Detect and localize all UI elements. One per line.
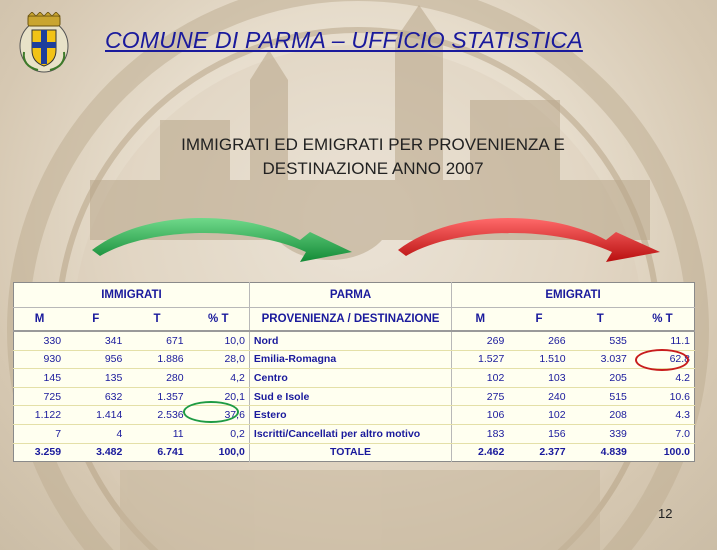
highlight-ellipse-estero (183, 401, 239, 423)
table-row (14, 406, 695, 425)
total-em-t: 4.839 (570, 443, 631, 462)
total-im-t: 6.741 (126, 443, 187, 462)
group-header-immigrati: IMMIGRATI (14, 283, 250, 308)
green-arrow-icon (92, 218, 352, 262)
table-group-header-row (14, 283, 695, 308)
group-header-parma: PARMA (249, 283, 451, 308)
total-label: TOTALE (249, 443, 451, 462)
cell-em-m: 106 (452, 406, 509, 425)
table-row (14, 424, 695, 443)
cell-label: Nord (249, 331, 451, 350)
cell-em-f: 103 (508, 369, 569, 388)
cell-label: Iscritti/Cancellati per altro motivo (249, 424, 451, 443)
table-row (14, 387, 695, 406)
cell-im-m: 725 (14, 387, 66, 406)
cell-em-t: 205 (570, 369, 631, 388)
cell-im-t: 1.357 (126, 387, 187, 406)
cell-em-pt: 7.0 (631, 424, 695, 443)
col-header-pt-emigrati: % T (631, 308, 695, 332)
subtitle-line-1: IMMIGRATI ED EMIGRATI PER PROVENIENZA E (181, 135, 565, 154)
cell-em-t: 515 (570, 387, 631, 406)
cell-em-m: 269 (452, 331, 509, 350)
subtitle-line-2: DESTINAZIONE ANNO 2007 (262, 159, 484, 178)
cell-im-f: 632 (65, 387, 126, 406)
total-im-m: 3.259 (14, 443, 66, 462)
migration-table (13, 282, 695, 462)
page-number: 12 (658, 506, 673, 521)
cell-em-t: 208 (570, 406, 631, 425)
cell-im-f: 341 (65, 331, 126, 350)
cell-em-t: 3.037 (570, 350, 631, 369)
cell-em-pt: 4.3 (631, 406, 695, 425)
table-row (14, 350, 695, 369)
cell-im-t: 280 (126, 369, 187, 388)
col-header-f-immigrati: F (65, 308, 126, 332)
cell-im-pt: 0,2 (188, 424, 250, 443)
col-header-t-immigrati: T (126, 308, 187, 332)
cell-im-f: 956 (65, 350, 126, 369)
cell-im-t: 11 (126, 424, 187, 443)
cell-em-t: 339 (570, 424, 631, 443)
cell-im-pt: 20,1 (188, 387, 250, 406)
page-title: COMUNE DI PARMA – UFFICIO STATISTICA (105, 27, 583, 53)
col-header-pt-immigrati: % T (188, 308, 250, 332)
cell-im-pt: 10,0 (188, 331, 250, 350)
cell-im-m: 7 (14, 424, 66, 443)
total-em-m: 2.462 (452, 443, 509, 462)
cell-im-m: 930 (14, 350, 66, 369)
total-im-pt: 100,0 (188, 443, 250, 462)
cell-label: Sud e Isole (249, 387, 451, 406)
table-column-header-row (14, 308, 695, 332)
table-row (14, 331, 695, 350)
cell-im-m: 145 (14, 369, 66, 388)
cell-im-f: 1.414 (65, 406, 126, 425)
cell-em-m: 275 (452, 387, 509, 406)
cell-em-f: 240 (508, 387, 569, 406)
cell-em-pt: 10.6 (631, 387, 695, 406)
cell-im-t: 671 (126, 331, 187, 350)
cell-label: Estero (249, 406, 451, 425)
cell-em-m: 102 (452, 369, 509, 388)
cell-im-pt: 37,6 (188, 406, 250, 425)
cell-label: Centro (249, 369, 451, 388)
total-em-f: 2.377 (508, 443, 569, 462)
cell-em-m: 1.527 (452, 350, 509, 369)
cell-em-pt: 11.1 (631, 331, 695, 350)
col-header-f-emigrati: F (508, 308, 569, 332)
cell-em-t: 535 (570, 331, 631, 350)
cell-im-m: 330 (14, 331, 66, 350)
highlight-ellipse-emilia-romagna (635, 349, 689, 371)
cell-em-pt: 4.2 (631, 369, 695, 388)
cell-im-pt: 28,0 (188, 350, 250, 369)
col-header-m-emigrati: M (452, 308, 509, 332)
total-im-f: 3.482 (65, 443, 126, 462)
cell-label: Emilia-Romagna (249, 350, 451, 369)
cell-im-f: 135 (65, 369, 126, 388)
cell-em-pt: 62.8 (631, 350, 695, 369)
col-header-m-immigrati: M (14, 308, 66, 332)
group-header-emigrati: EMIGRATI (452, 283, 695, 308)
cell-im-t: 2.536 (126, 406, 187, 425)
col-header-provenienza: PROVENIENZA / DESTINAZIONE (249, 308, 451, 332)
table-total-row (14, 443, 695, 462)
red-arrow-icon (398, 218, 660, 262)
cell-im-t: 1.886 (126, 350, 187, 369)
cell-im-pt: 4,2 (188, 369, 250, 388)
col-header-t-emigrati: T (570, 308, 631, 332)
cell-em-f: 156 (508, 424, 569, 443)
cell-im-m: 1.122 (14, 406, 66, 425)
cell-em-f: 266 (508, 331, 569, 350)
cell-em-f: 1.510 (508, 350, 569, 369)
table-row (14, 369, 695, 388)
total-em-pt: 100.0 (631, 443, 695, 462)
cell-im-f: 4 (65, 424, 126, 443)
cell-em-f: 102 (508, 406, 569, 425)
cell-em-m: 183 (452, 424, 509, 443)
